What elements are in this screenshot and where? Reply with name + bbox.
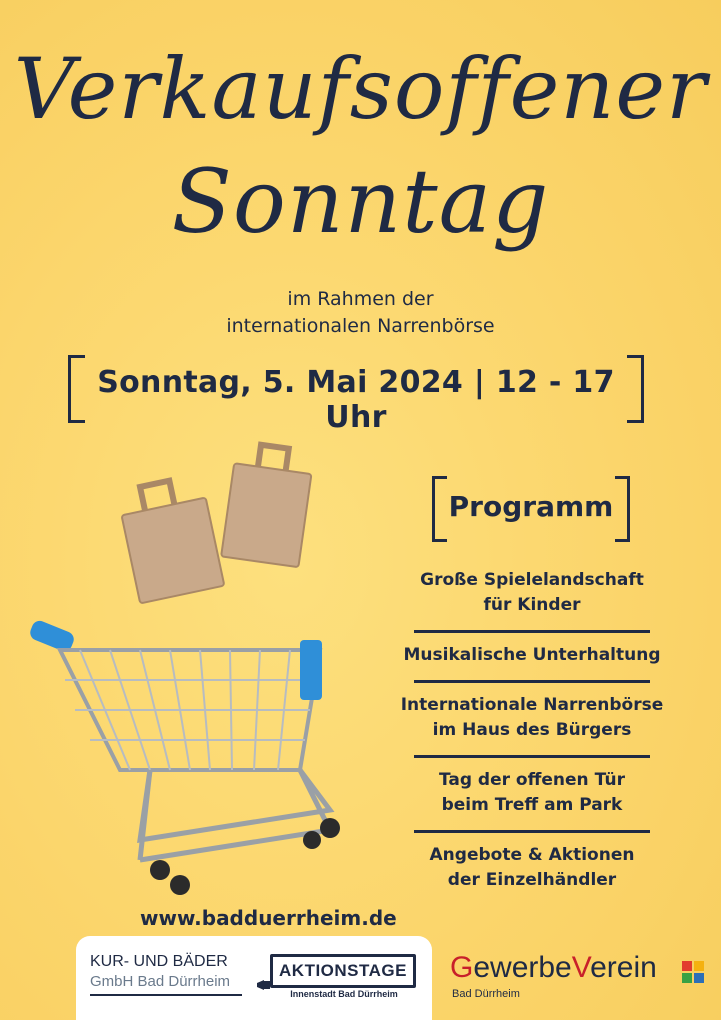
gv-text-1: ewerbe [473, 951, 572, 984]
aktionstage-name: AKTIONSTAGE [279, 961, 407, 980]
program-list [400, 564, 664, 901]
kur-logo-line-2: GmbH Bad Dürrheim [90, 973, 231, 990]
program-item [400, 564, 664, 626]
program-item-line-1: Internationale Narrenbörse [400, 695, 664, 715]
title-line-1: Verkaufsoffener [13, 40, 708, 138]
gewerbeverein-sub: Bad Dürrheim [452, 988, 520, 1000]
gv-text-2: erein [590, 951, 657, 984]
gv-letter-v: V [571, 951, 591, 984]
program-item [400, 764, 664, 826]
kur-logo-line-1: KUR- UND BÄDER [90, 953, 228, 970]
program-item-line-2: für Kinder [483, 595, 581, 615]
event-date: Sonntag, 5. Mai 2024 | 12 - 17 Uhr [97, 365, 615, 435]
program-heading-box [432, 476, 630, 540]
paper-bag-illustration-1 [117, 474, 225, 603]
program-item-line-1: Angebote & Aktionen [429, 845, 635, 865]
color-squares-icon [682, 961, 704, 983]
program-item-line-1: Musikalische Unterhaltung [403, 645, 661, 665]
program-item-line-2: beim Treff am Park [441, 795, 623, 815]
shopping-illustration [0, 440, 380, 900]
date-box [68, 355, 644, 435]
gewerbeverein-logo [450, 951, 657, 985]
gv-letter-g: G [450, 951, 474, 984]
program-heading: Programm [448, 490, 614, 523]
aktionstage-logo [270, 954, 416, 988]
divider [414, 755, 650, 758]
program-item-line-1: Große Spielelandschaft [420, 570, 644, 590]
program-item-line-2: der Einzelhändler [447, 870, 617, 890]
paper-bag-illustration-2 [221, 441, 314, 567]
divider [414, 630, 650, 633]
program-item [400, 639, 664, 676]
title-line-2: Sonntag [171, 150, 550, 253]
divider [414, 680, 650, 683]
aktionstage-sub: Innenstadt Bad Dürrheim [290, 989, 398, 999]
kur-logo-underline [90, 994, 242, 996]
subtitle-line-1: im Rahmen der [287, 288, 434, 310]
program-item [400, 839, 664, 901]
shopping-cart-illustration [28, 618, 340, 895]
program-item [400, 689, 664, 751]
divider [414, 830, 650, 833]
program-item-line-1: Tag der offenen Tür [438, 770, 626, 790]
website-link[interactable]: www.badduerrheim.de [140, 906, 397, 930]
program-item-line-2: im Haus des Bürgers [432, 720, 632, 740]
subtitle-line-2: internationalen Narrenbörse [226, 315, 495, 337]
